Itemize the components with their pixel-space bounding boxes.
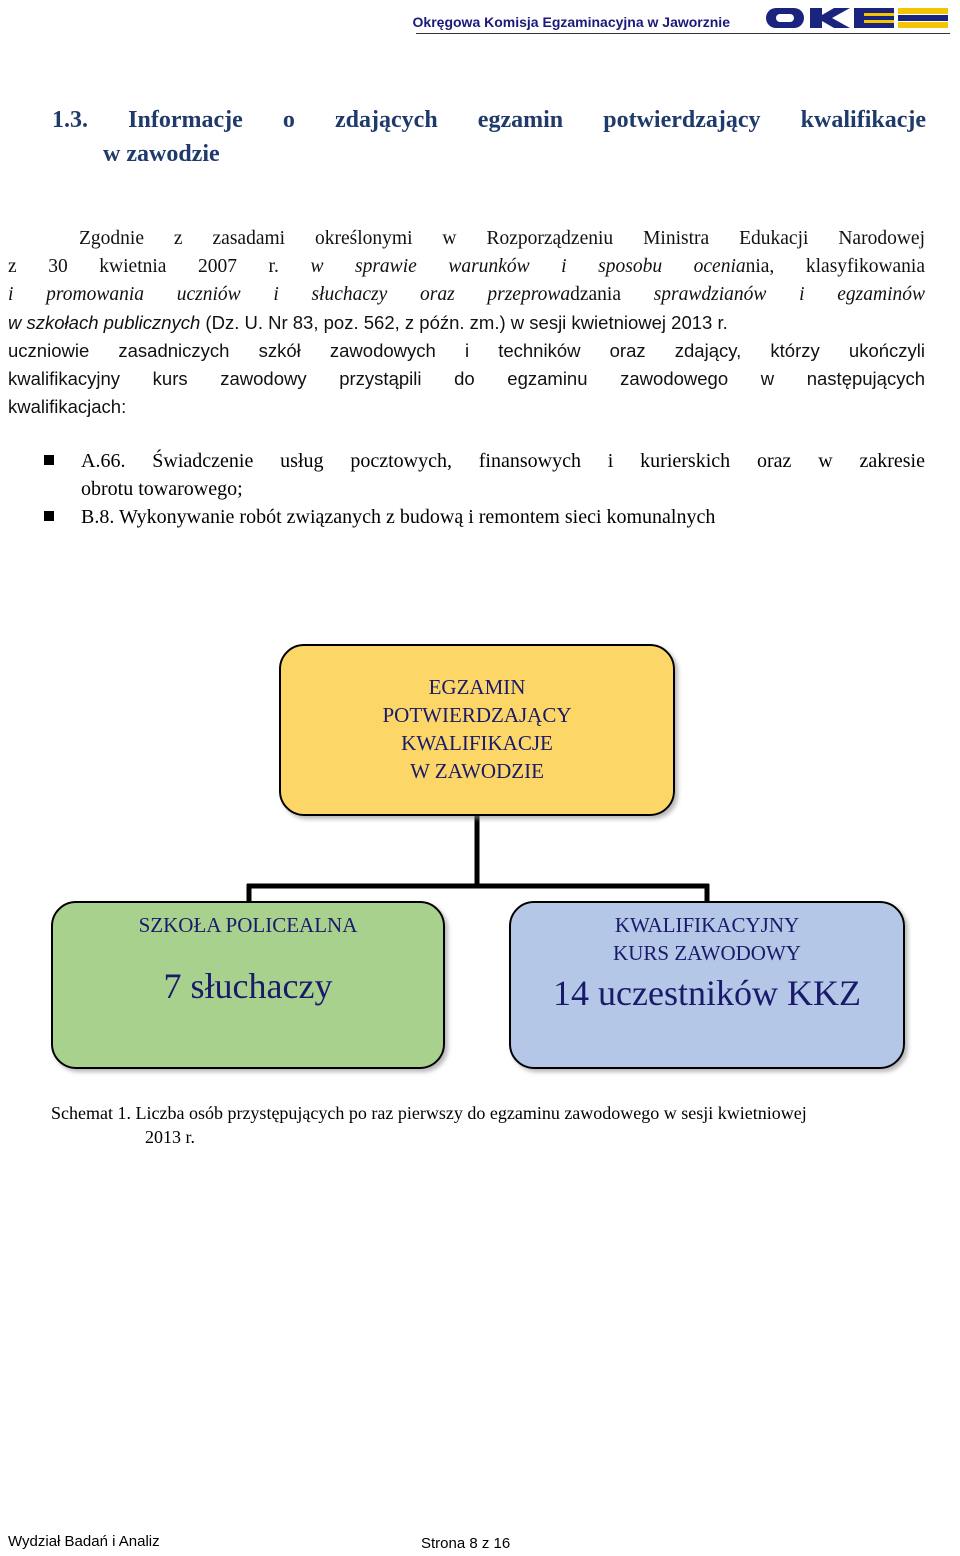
- root-line-4: W ZAWODZIE: [410, 759, 544, 783]
- paragraph-line7: kwalifikacjach:: [8, 396, 127, 417]
- session-info: w sesji kwietniowej 2013 r.: [510, 312, 728, 333]
- header-rule: [416, 33, 950, 34]
- header-institution: Okręgowa Komisja Egzaminacyjna w Jaworznie: [412, 14, 730, 30]
- paragraph-text: dzania: [570, 284, 621, 305]
- section-title-line1: Informacje o zdających egzamin potwierdzający kwalifikacje: [128, 107, 927, 133]
- root-line-2: POTWIERDZAJĄCY: [382, 703, 572, 727]
- root-line-3: KWALIFIKACJE: [401, 731, 553, 755]
- paragraph-line: [79, 225, 925, 253]
- qualification-item: B.8. Wykonywanie robót związanych z budową i remontem sieci komunalnych: [81, 506, 716, 528]
- paragraph-line6: kwalifikacyjny kurs zawodowy przystąpili do egzaminu zawodowego w następujących: [8, 368, 925, 389]
- regulation-title-part: i promowania uczniów i słuchaczy oraz przeprowa: [8, 284, 571, 305]
- left-box-count: 7 słuchaczy: [163, 966, 333, 1006]
- paragraph-line: [8, 253, 925, 281]
- page-number: Strona 8 z 16: [421, 1535, 511, 1552]
- bullet-square-icon: [44, 455, 54, 465]
- right-box-count: 14 uczestników KKZ: [553, 973, 861, 1013]
- legal-reference: (Dz. U. Nr 83, poz. 562, z późn. zm.): [205, 312, 506, 333]
- left-box-title: SZKOŁA POLICEALNA: [138, 913, 358, 937]
- paragraph-line: [8, 281, 925, 309]
- paragraph-line: [8, 309, 925, 337]
- paragraph-date: z 30 kwietnia 2007 r.: [8, 256, 279, 277]
- qualification-item-line2: obrotu towarowego;: [81, 478, 243, 500]
- bullet-square-icon: [44, 511, 54, 521]
- paragraph-line5: uczniowie zasadniczych szkół zawodowych i techników oraz zdający, którzy ukończyli: [8, 340, 925, 361]
- paragraph-text: nia, klasyfikowania: [745, 256, 926, 277]
- section-number: 1.3.: [52, 107, 88, 133]
- regulation-title-part: w sprawie warunków i sposobu ocenia: [310, 256, 746, 277]
- right-box-title-line1: KWALIFIKACYJNY: [614, 913, 800, 937]
- section-title-line2: w zawodzie: [103, 141, 220, 167]
- figure-caption-line2: 2013 r.: [145, 1127, 196, 1147]
- qualification-item-line1: A.66. Świadczenie usług pocztowych, finansowych i kurierskich oraz w zakresie: [81, 450, 925, 472]
- paragraph-line1: Zgodnie z zasadami określonymi w Rozporządzeniu Ministra Edukacji Narodowej: [79, 228, 925, 249]
- org-diagram: [0, 630, 960, 1100]
- figure-caption: Schemat 1. Liczba osób przystępujących po raz pierwszy do egzaminu zawodowego w sesji kwietniowej: [51, 1103, 807, 1123]
- footer-department: Wydział Badań i Analiz: [8, 1533, 160, 1550]
- exam-root-box: [280, 645, 674, 815]
- connector-lines: [247, 814, 709, 902]
- regulation-title-part: w szkołach publicznych: [8, 312, 201, 333]
- regulation-title-part: sprawdzianów i egzaminów: [653, 284, 925, 305]
- oke-logo: [760, 4, 950, 32]
- root-line-1: EGZAMIN: [428, 675, 526, 699]
- right-box-title-line2: KURS ZAWODOWY: [613, 941, 801, 965]
- section-heading: [52, 103, 926, 137]
